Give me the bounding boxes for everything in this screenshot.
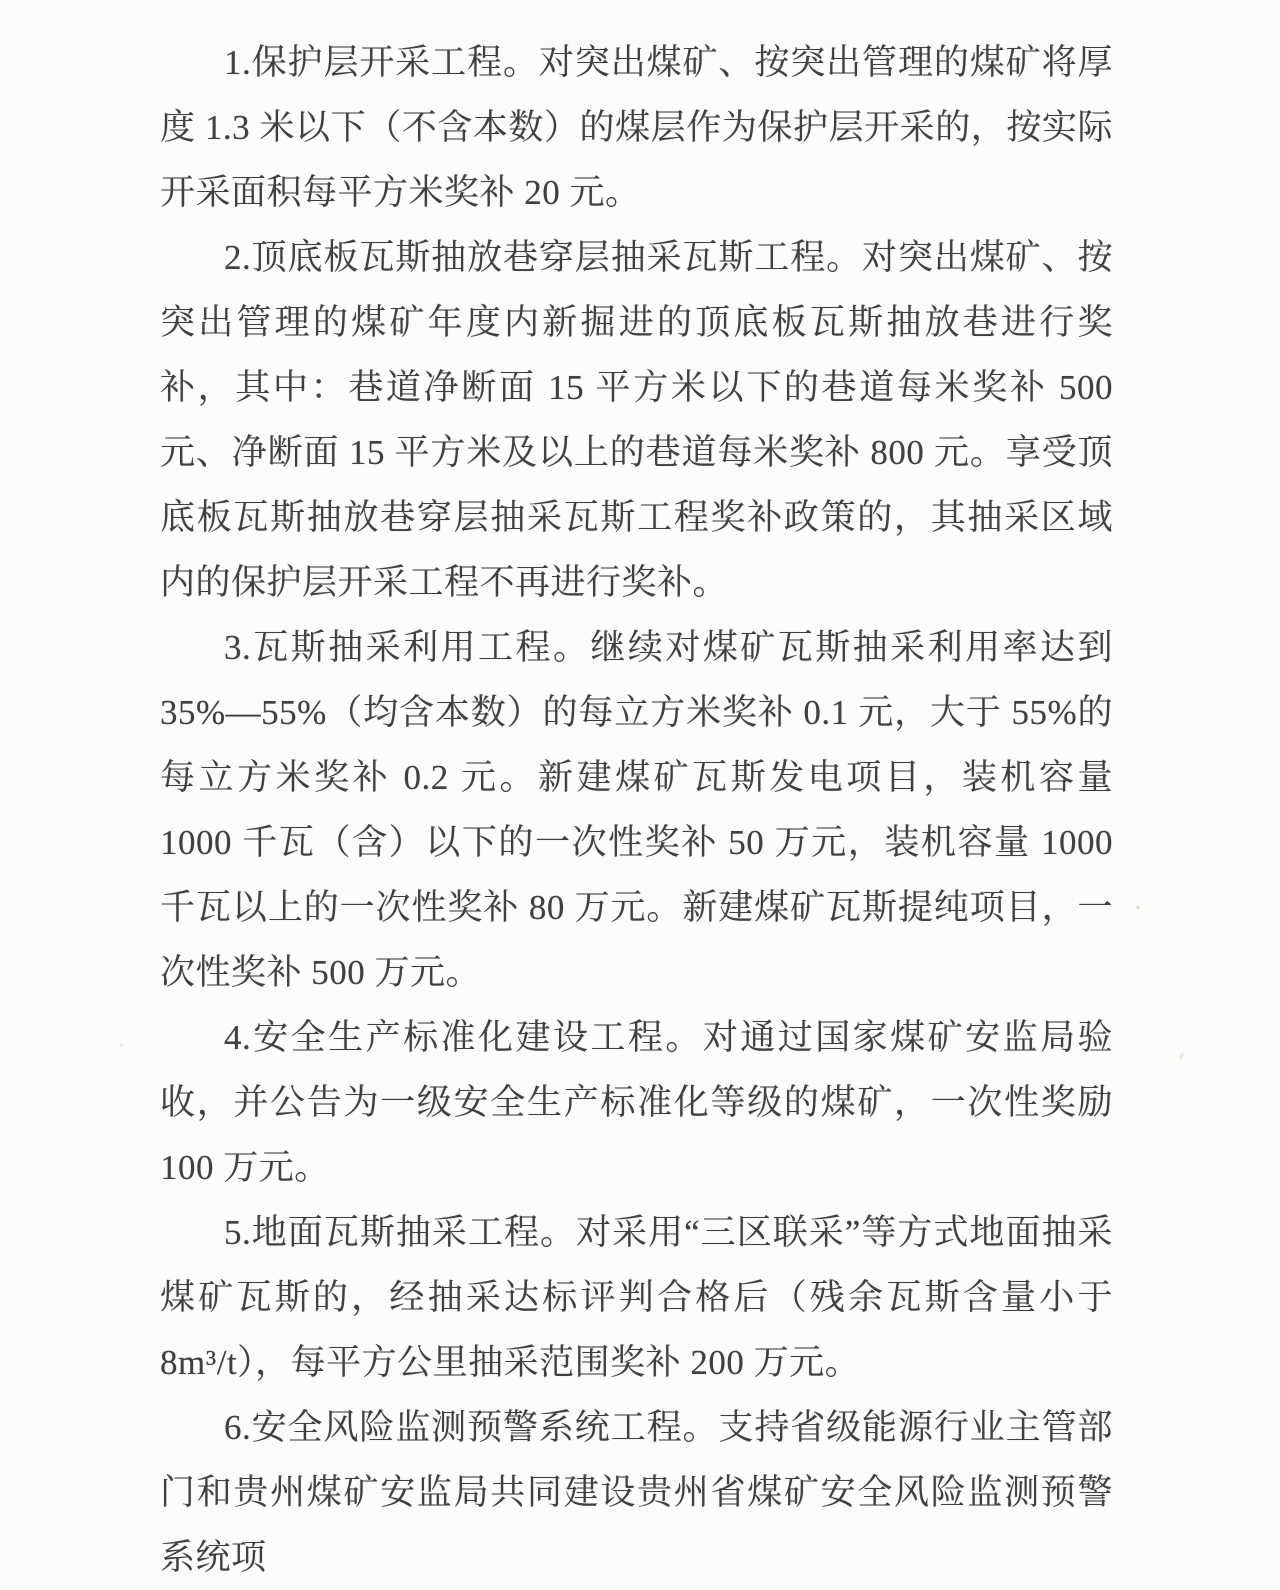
document-body xyxy=(160,30,1113,1590)
scan-speck xyxy=(1136,905,1141,910)
paragraph-risk-monitoring-system: 6.安全风险监测预警系统工程。支持省级能源行业主管部门和贵州煤矿安监局共同建设贵州省煤矿安全风险监测预警系统项 xyxy=(160,1408,1113,1577)
paragraph-surface-gas-extraction: 5.地面瓦斯抽采工程。对采用“三区联采”等方式地面抽采煤矿瓦斯的，经抽采达标评判合格后（残余瓦斯含量小于 8m³/t），每平方公里抽采范围奖补 200 万元。 xyxy=(160,1213,1113,1382)
paragraph-gas-extraction-utilization: 3.瓦斯抽采利用工程。继续对煤矿瓦斯抽采利用率达到 35%—55%（均含本数）的每立方米奖补 0.1 元，大于 55%的每立方米奖补 0.2 元。新建煤矿瓦斯发电项目，装机容量 1000 千瓦（含）以下的一次性奖补 50 万元，装机容量 1000 千瓦以上的一次性奖补 80 万元。新建煤矿瓦斯提纯项目，一次性奖补 500 万元。 xyxy=(160,628,1113,992)
scan-speck xyxy=(120,1044,123,1047)
paragraph-safety-standardization: 4.安全生产标准化建设工程。对通过国家煤矿安监局验收，并公告为一级安全生产标准化等级的煤矿，一次性奖励 100 万元。 xyxy=(160,1018,1113,1187)
paragraph-roof-floor-gas-drainage: 2.顶底板瓦斯抽放巷穿层抽采瓦斯工程。对突出煤矿、按突出管理的煤矿年度内新掘进的顶底板瓦斯抽放巷进行奖补，其中：巷道净断面 15 平方米以下的巷道每米奖补 500 元、净断面 15 平方米及以上的巷道每米奖补 800 元。享受顶底板瓦斯抽放巷穿层抽采瓦斯工程奖补政策的，其抽采区域内的保护层开采工程不再进行奖补。 xyxy=(160,238,1113,602)
paragraph-protective-layer-mining: 1.保护层开采工程。对突出煤矿、按突出管理的煤矿将厚度 1.3 米以下（不含本数）的煤层作为保护层开采的，按实际开采面积每平方米奖补 20 元。 xyxy=(160,43,1113,212)
scan-speck xyxy=(1178,1052,1184,1061)
